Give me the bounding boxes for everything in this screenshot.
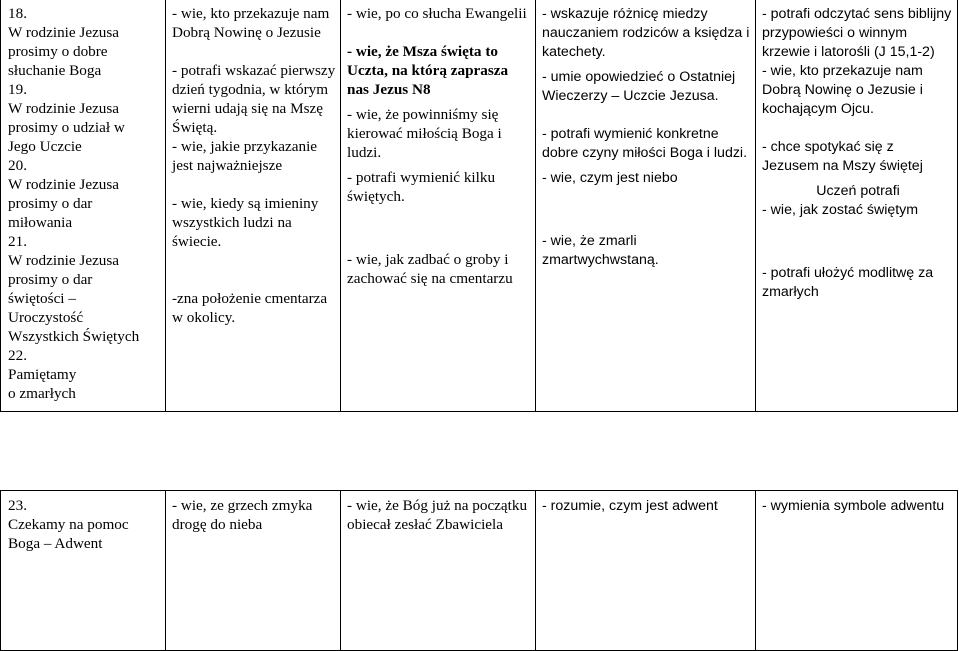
requirement-text: - wie, że zmarli zmartwychwstaną. — [542, 233, 659, 268]
column-divider — [340, 0, 341, 412]
column-divider — [340, 490, 341, 651]
table-row-border — [0, 411, 958, 412]
topic-text: Boga – Adwent — [8, 535, 103, 552]
topic-text: W rodzinie Jezusa — [8, 24, 120, 41]
requirement-text: - chce spotykać się z Jezusem na Mszy świętej — [762, 139, 923, 174]
topic-text: Wszystkich Świętych — [8, 328, 140, 345]
requirement-text: - potrafi wymienić kilku świętych. — [347, 169, 496, 205]
requirement-text: - umie opowiedzieć o Ostatniej Wieczerzy – Uczcie Jezusa. — [542, 69, 736, 104]
requirement-text: - wie, kiedy są imieniny wszystkich ludzi na świecie. — [172, 195, 319, 250]
requirement-text: - wie, ze grzech zmyka drogę do nieba — [172, 497, 313, 533]
requirement-text: -zna położenie cmentarza w okolicy. — [172, 290, 328, 326]
table-cell-requirements-basic — [172, 4, 336, 327]
requirement-text: - potrafi odczytać sens biblijny przypowieści o winnym krzewie i latorośli (J 15,1-2) — [762, 6, 952, 60]
table-border-right — [957, 0, 958, 412]
column-divider — [755, 490, 756, 651]
topic-number: 23. — [8, 497, 27, 514]
table-cell-requirements-very-good — [762, 5, 954, 302]
topic-text: świętości – — [8, 290, 76, 307]
table-cell-requirements-very-good — [762, 497, 954, 516]
topic-number: 19. — [8, 81, 27, 98]
requirement-text: - rozumie, czym jest adwent — [542, 498, 718, 514]
table-cell-requirements-good — [542, 497, 752, 516]
topic-text: prosimy o dobre — [8, 43, 108, 60]
topic-text: prosimy o dar — [8, 195, 93, 212]
requirement-text: - wie, jak zostać świętym — [762, 202, 919, 218]
requirement-text: - potrafi wskazać pierwszy dzień tygodnia, w którym wierni udają się na Mszę Świętą. — [172, 62, 336, 136]
table-border-left — [0, 490, 1, 651]
topic-text: Pamiętamy — [8, 366, 77, 383]
topic-number: 20. — [8, 157, 27, 174]
section-label: Uczeń potrafi — [816, 183, 900, 199]
topic-text: Uroczystość — [8, 309, 84, 326]
requirement-text: - wie, kto przekazuje nam Dobrą Nowinę o Jezusie — [172, 5, 330, 41]
topic-text: miłowania — [8, 214, 73, 231]
topic-text: prosimy o udział w — [8, 119, 125, 136]
topic-text: W rodzinie Jezusa — [8, 252, 120, 269]
requirement-text: - potrafi ułożyć modlitwę za zmarłych — [762, 265, 934, 300]
requirement-text: - wie, po co słucha Ewangelii — [347, 5, 527, 22]
topic-text: słuchanie Boga — [8, 62, 102, 79]
column-divider — [755, 0, 756, 412]
topic-text: Jego Uczcie — [8, 138, 82, 155]
table-cell-topics — [8, 496, 163, 553]
topic-number: 21. — [8, 233, 27, 250]
topic-text: Czekamy na pomoc — [8, 516, 129, 533]
requirement-text: - wie, że powinniśmy się kierować miłością Boga i ludzi. — [347, 106, 502, 161]
column-divider — [165, 490, 166, 651]
table-cell-requirements-extended — [347, 496, 531, 534]
requirement-text: - wskazuje różnicę miedzy nauczaniem rodziców a księdza i katechety. — [542, 6, 750, 60]
column-divider — [535, 490, 536, 651]
table-cell-requirements-extended — [347, 4, 531, 288]
table-cell-topics — [8, 4, 163, 403]
table-border-right — [957, 490, 958, 651]
requirement-text: - wie, że Bóg już na początku obiecał zesłać Zbawiciela — [347, 497, 528, 533]
requirement-text: - potrafi wymienić konkretne dobre czyny miłości Boga i ludzi. — [542, 126, 748, 161]
requirement-text: - wie, jakie przykazanie jest najważniejsze — [172, 138, 318, 174]
topic-text: o zmarłych — [8, 385, 76, 402]
requirement-text: - wymienia symbole adwentu — [762, 498, 945, 514]
requirement-text-bold: - wie, że Msza święta to Uczta, na którą zaprasza nas Jezus N8 — [347, 43, 509, 98]
requirement-text: - wie, kto przekazuje nam Dobrą Nowinę o Jezusie i kochającym Ojcu. — [762, 63, 923, 117]
table-cell-requirements-good — [542, 5, 752, 270]
topic-text: W rodzinie Jezusa — [8, 176, 120, 193]
topic-number: 18. — [8, 5, 27, 22]
table-border-left — [0, 0, 1, 412]
topic-text: prosimy o dar — [8, 271, 93, 288]
column-divider — [535, 0, 536, 412]
table-cell-requirements-basic — [172, 496, 336, 534]
table-row-border — [0, 490, 958, 491]
requirement-text: - wie, czym jest niebo — [542, 170, 678, 186]
topic-text: W rodzinie Jezusa — [8, 100, 120, 117]
topic-number: 22. — [8, 347, 27, 364]
requirement-text: - wie, jak zadbać o groby i zachować się na cmentarzu — [347, 251, 513, 287]
column-divider — [165, 0, 166, 412]
